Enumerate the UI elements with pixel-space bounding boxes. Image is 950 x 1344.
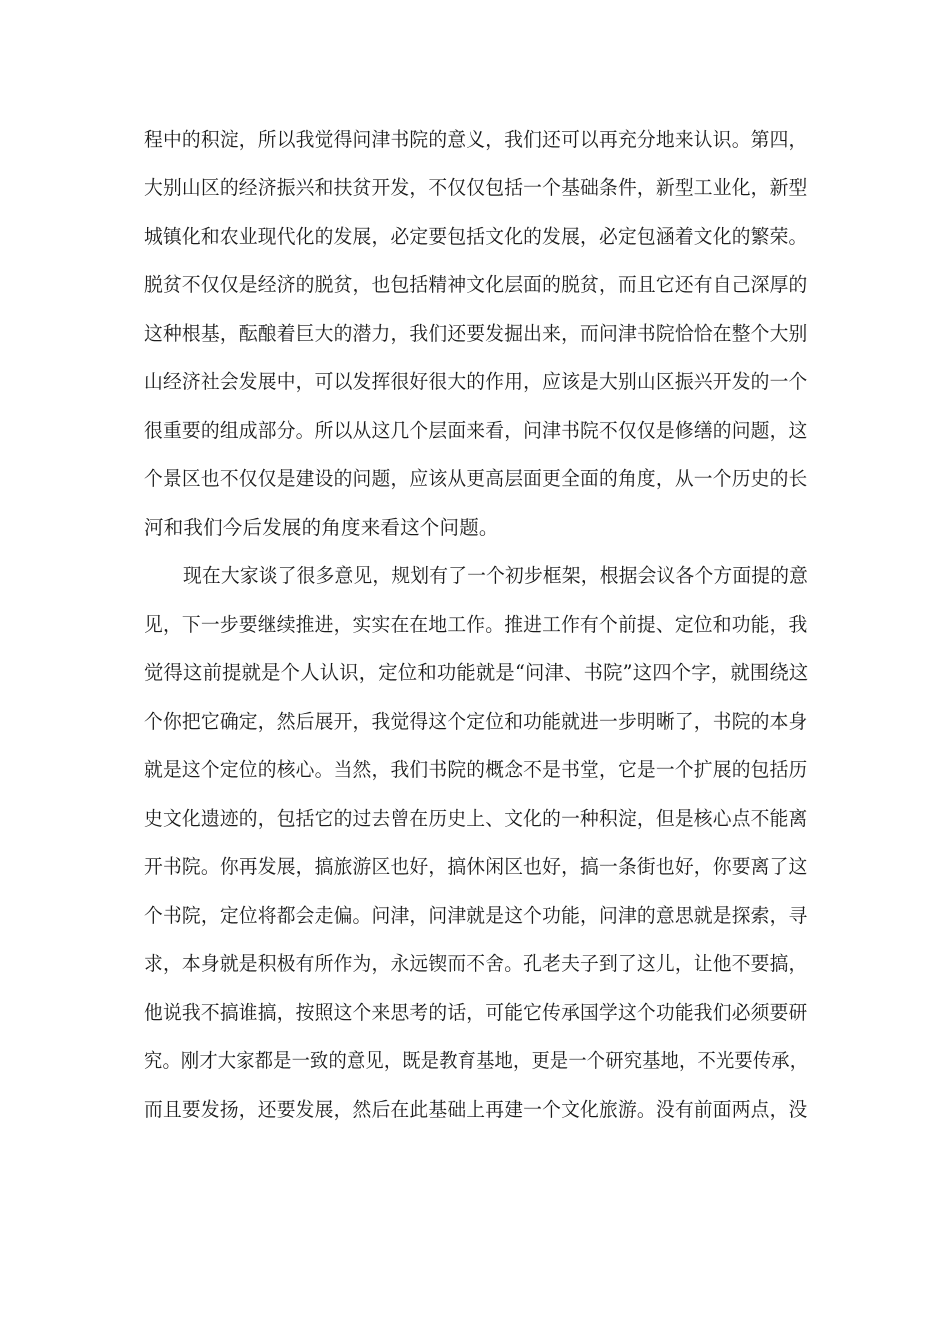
paragraph-first-line: 现在大家谈了很多意见，规划有了一个初步框架，根据会议各个方面提的意: [183, 564, 809, 587]
text-line: 他说我不搞谁搞，按照这个来思考的话，可能它传承国学这个功能我们必须要研: [144, 1001, 808, 1024]
text-line: 这种根基，酝酿着巨大的潜力，我们还要发掘出来，而问津书院恰恰在整个大别: [144, 322, 808, 345]
text-line: 程中的积淀，所以我觉得问津书院的意义，我们还可以再充分地来认识。第四，: [144, 128, 808, 151]
text-line: 脱贫不仅仅是经济的脱贫，也包括精神文化层面的脱贫，而且它还有自己深厚的: [144, 273, 808, 296]
text-line: 个景区也不仅仅是建设的问题，应该从更高层面更全面的角度，从一个历史的长: [144, 467, 808, 490]
text-line: 觉得这前提就是个人认识，定位和功能就是“问津、书院”这四个字，就围绕这: [144, 661, 809, 684]
text-line: 见，下一步要继续推进，实实在在地工作。推进工作有个前提、定位和功能，我: [144, 613, 808, 636]
text-line: 很重要的组成部分。所以从这几个层面来看，问津书院不仅仅是修缮的问题，这: [144, 419, 808, 442]
text-line: 河和我们今后发展的角度来看这个问题。: [144, 516, 499, 539]
text-line: 开书院。你再发展，搞旅游区也好，搞休闲区也好，搞一条街也好，你要离了这: [144, 855, 808, 878]
text-line: 求，本身就是积极有所作为，永远锲而不舍。孔老夫子到了这儿，让他不要搞，: [144, 952, 808, 975]
text-line: 城镇化和农业现代化的发展，必定要包括文化的发展，必定包涵着文化的繁荣。: [144, 225, 808, 248]
text-line: 大别山区的经济振兴和扶贫开发，不仅仅包括一个基础条件，新型工业化，新型: [144, 176, 808, 199]
text-line: 个书院，定位将都会走偏。问津，问津就是这个功能，问津的意思就是探索，寻: [144, 904, 808, 927]
text-line: 究。刚才大家都是一致的意见，既是教育基地，更是一个研究基地，不光要传承，: [144, 1049, 809, 1072]
text-line: 个你把它确定，然后展开，我觉得这个定位和功能就进一步明晰了，书院的本身: [144, 710, 808, 733]
text-line: 就是这个定位的核心。当然，我们书院的概念不是书堂，它是一个扩展的包括历: [144, 758, 808, 781]
text-line: 史文化遗迹的，包括它的过去曾在历史上、文化的一种积淀，但是核心点不能离: [144, 807, 808, 830]
text-line: 而且要发扬，还要发展，然后在此基础上再建一个文化旅游。没有前面两点，没: [144, 1098, 808, 1121]
text-line: 山经济社会发展中，可以发挥很好很大的作用，应该是大别山区振兴开发的一个: [144, 370, 808, 393]
